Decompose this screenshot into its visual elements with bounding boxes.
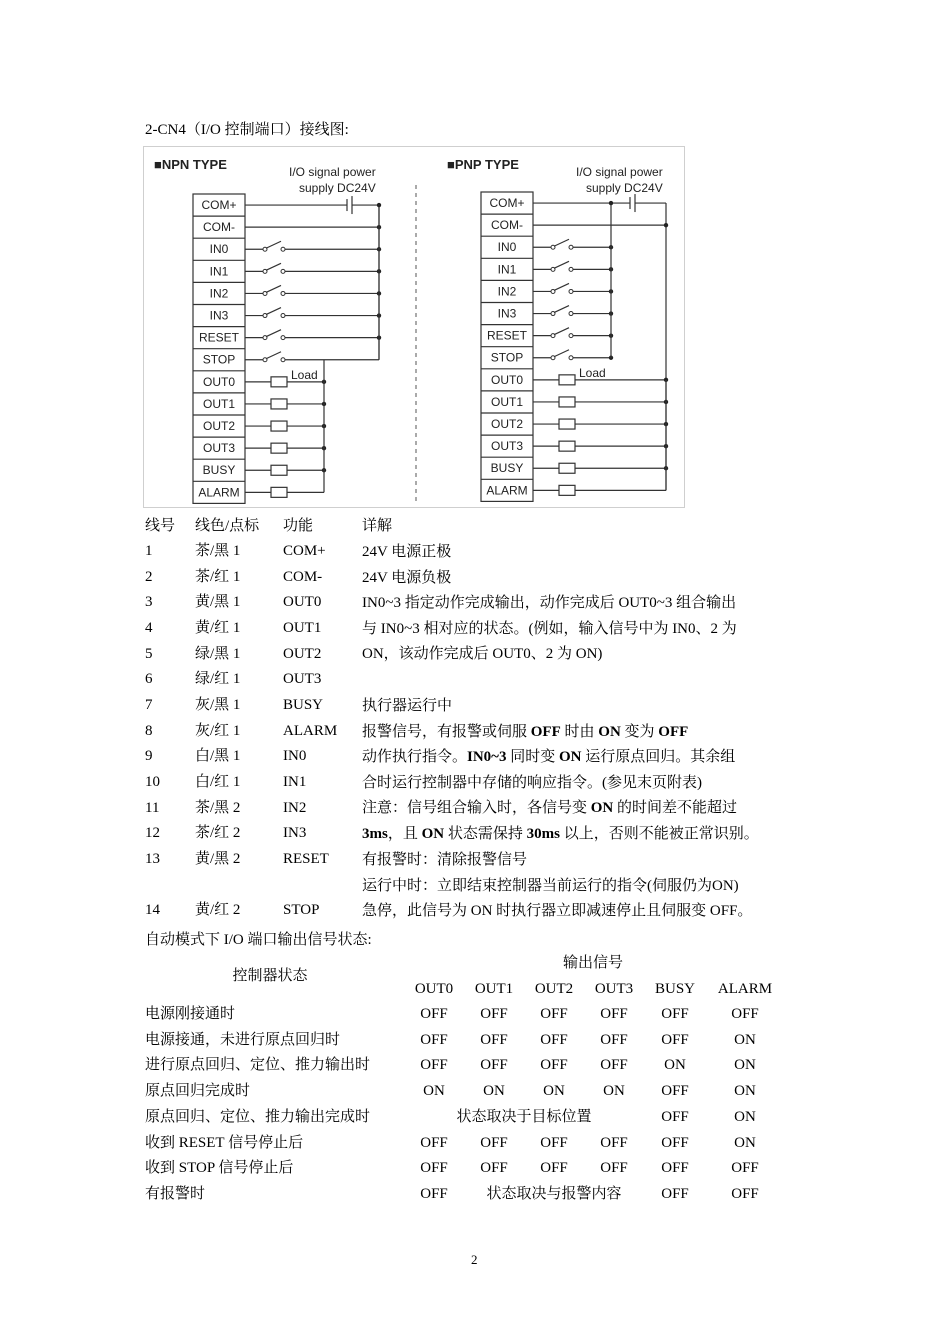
wire-color: 茶/黑 2 [195,800,241,816]
switch-lever [554,306,569,313]
pin-label: IN0 [497,240,517,255]
load-label: Load [291,367,318,382]
wire-color: 灰/红 1 [195,723,241,739]
junction-dot [609,201,613,205]
detail-reset-line1: 有报警时：清除报警信号 [362,852,528,868]
state-value: OFF [661,1134,689,1151]
wire-no: 10 [145,774,160,790]
switch-contact [281,291,285,295]
state-label: 电源接通，未进行原点回归时 [145,1031,341,1048]
wire-function: OUT0 [283,594,322,610]
pin-label: COM- [203,220,235,235]
output-header: 输出信号 [562,955,624,971]
column-header: OUT2 [534,981,574,997]
switch-contact [281,358,285,362]
state-label: 原点回归完成时 [145,1083,251,1100]
wiring-diagram [143,146,685,508]
state-value: OFF [420,1134,448,1151]
wire-function: OUT3 [283,671,322,687]
wire-color: 茶/黑 1 [195,543,241,559]
detail-out [362,591,802,668]
switch-lever [266,308,281,315]
pin-label: STOP [202,352,236,367]
wire-no: 1 [145,543,153,559]
load-box [559,463,575,473]
pin-label: OUT0 [202,374,236,389]
detail-com-minus: 24V 电源负极 [362,570,452,586]
switch-lever [266,352,281,359]
load-box [271,443,287,453]
wire-function: COM+ [283,543,326,559]
state-value: OFF [731,1160,759,1177]
state-value: ON [734,1083,756,1100]
wire-no: 11 [145,800,160,816]
wire-no: 5 [145,646,153,662]
pin-label: BUSY [490,461,524,476]
detail-reset-line2: 运行中时：立即结束控制器当前运行的指令(伺服仍为ON) [362,877,739,894]
power-label: I/O signal power [576,165,663,179]
detail-in [362,745,802,847]
switch-contact [569,356,573,360]
wire-function: IN1 [283,774,307,790]
state-value: OFF [731,1185,759,1202]
wire-color: 白/黑 1 [195,748,241,764]
detail-in-line1: 动作执行指令。IN0~3 同时变 ON 运行原点回归。其余组 [362,749,736,765]
state-value: OFF [480,1031,508,1048]
switch-contact [281,247,285,251]
state-value: OFF [600,1057,628,1074]
state-value: OFF [661,1006,689,1022]
load-box [559,419,575,429]
switch-contact [281,314,285,318]
load-box [271,399,287,409]
wire-no: 7 [145,697,153,713]
wire-color: 茶/红 2 [195,825,241,841]
detail-in-line3: 注意：信号组合输入时，各信号变 ON 的时间差不能超过 [362,800,738,816]
state-value: ON [483,1083,505,1100]
junction-dot [664,223,668,227]
pin-label: COM+ [489,196,525,210]
pnp-title: ■PNP TYPE [447,157,519,172]
pin-label: IN2 [497,284,517,299]
wire-no: 13 [145,851,160,867]
wire-no: 3 [145,594,153,610]
switch-contact [569,267,573,271]
detail-com-plus: 24V 电源正极 [362,544,452,560]
wire-no: 12 [145,825,160,841]
header-detail: 详解 [362,518,393,534]
pin-label: OUT1 [202,396,236,411]
state-value: ON [734,1134,756,1151]
state-value: OFF [480,1160,508,1177]
wire-function: BUSY [283,697,324,713]
load-box [271,377,287,387]
power-label: I/O signal power [289,165,376,179]
wire-function: IN2 [283,800,307,816]
load-box [559,485,575,495]
column-header: OUT0 [414,981,454,997]
power-label: supply DC24V [299,181,376,195]
switch-contact [281,269,285,273]
switch-lever [554,239,569,246]
detail-out-line1: IN0~3 指定动作完成输出，动作完成后 OUT0~3 组合输出 [362,595,737,611]
wire-no: 2 [145,569,153,585]
wire-color: 黄/黑 1 [195,594,241,610]
column-header: OUT1 [474,981,514,997]
state-value: OFF [480,1006,508,1022]
state-value: ON [734,1108,756,1125]
pin-label: OUT3 [490,439,524,454]
pin-label: IN1 [497,262,517,277]
wire-color: 绿/黑 1 [195,646,241,662]
switch-contact [569,289,573,293]
state-value: OFF [600,1031,628,1048]
switch-lever [266,263,281,270]
detail-alarm: 报警信号，有报警或伺服 OFF 时由 ON 变为 OFF [362,724,689,740]
load-box [271,487,287,497]
switch-contact [281,336,285,340]
pin-label: IN3 [497,306,517,321]
pin-label: STOP [490,350,524,365]
state-value: OFF [540,1006,568,1022]
pin-label: RESET [198,330,240,345]
load-box [271,465,287,475]
state-value: OFF [420,1160,448,1177]
detail-stop: 急停，此信号为 ON 时执行器立即减速停止且伺服变 OFF。 [362,903,753,919]
pin-label: IN0 [209,242,229,257]
npn-title: ■NPN TYPE [154,157,227,172]
state-value: OFF [661,1083,689,1100]
state-value: OFF [540,1057,568,1074]
switch-lever [266,330,281,337]
wire-color: 绿/红 1 [195,671,241,687]
load-label: Load [579,365,606,380]
switch-contact [569,245,573,249]
state-value: OFF [600,1006,628,1022]
pin-label: COM- [491,218,523,233]
switch-lever [554,261,569,268]
document-title: 2-CN4（I/O 控制端口）接线图: [145,122,349,138]
wire-color: 茶/红 1 [195,569,241,585]
pin-label: IN1 [209,264,229,279]
state-value: OFF [420,1031,448,1048]
state-label: 电源刚接通时 [145,1006,236,1022]
auto-mode-title: 自动模式下 I/O 端口输出信号状态: [145,932,372,948]
state-label: 进行原点回归、定位、推力输出时 [145,1057,371,1074]
detail-out-line2: 与 IN0~3 相对应的状态。(例如，输入信号中为 IN0、2 为 [362,620,737,637]
detail-busy: 执行器运行中 [362,698,453,714]
wire-function: STOP [283,902,320,918]
junction-dot [377,203,381,207]
load-box [559,375,575,385]
wire-no: 6 [145,671,153,687]
wire-function: COM- [283,569,323,585]
switch-lever [554,328,569,335]
state-value: OFF [480,1134,508,1151]
state-label: 收到 STOP 信号停止后 [145,1160,294,1177]
pin-label: OUT2 [202,419,236,433]
state-label: 有报警时 [145,1185,206,1202]
pin-label: OUT2 [490,417,524,431]
pin-label: COM+ [201,198,237,212]
state-value-merged: 状态取决与报警内容 [486,1185,622,1202]
wire-no: 8 [145,723,153,739]
switch-lever [266,241,281,248]
wire-function: IN0 [283,748,307,764]
switch-contact [569,312,573,316]
pin-label: BUSY [202,463,236,478]
wire-function: OUT2 [283,646,322,662]
state-value: OFF [661,1160,689,1177]
wire-function: RESET [283,851,329,867]
pin-label: IN2 [209,286,229,301]
page-number: 2 [471,1252,478,1267]
load-box [559,397,575,407]
detail-reset [362,848,802,899]
state-value: OFF [420,1006,448,1022]
switch-lever [554,350,569,357]
wire-function: IN3 [283,825,307,841]
state-value: ON [543,1083,565,1100]
state-value: OFF [600,1134,628,1151]
pin-label: OUT0 [490,372,524,387]
state-value: OFF [540,1160,568,1177]
pin-label: RESET [486,328,528,343]
state-value: OFF [661,1108,689,1125]
column-header: ALARM [717,981,773,997]
state-value: OFF [480,1057,508,1074]
header-function: 功能 [283,518,314,534]
state-header: 控制器状态 [232,968,308,984]
wire-no: 9 [145,748,153,764]
pin-label: IN3 [209,308,229,323]
load-box [559,441,575,451]
wire-function: OUT1 [283,620,322,636]
state-value: OFF [540,1031,568,1048]
switch-lever [554,283,569,290]
state-value: ON [664,1057,686,1074]
wire-color: 黄/黑 2 [195,851,241,867]
load-box [271,421,287,431]
detail-out-line3: ON，该动作完成后 OUT0、2 为 ON) [362,646,603,662]
state-value: ON [423,1083,445,1100]
pin-label: ALARM [198,485,240,500]
state-label: 原点回归、定位、推力输出完成时 [145,1108,371,1125]
detail-in-line4: 3ms，且 ON 状态需保持 30ms 以上，否则不能被正常识别。 [362,825,759,842]
state-value: OFF [540,1134,568,1151]
wire-no: 14 [145,902,160,918]
state-value: OFF [661,1031,689,1048]
wire-color: 灰/黑 1 [195,697,241,713]
state-value: OFF [731,1006,759,1022]
state-value: OFF [600,1160,628,1177]
state-value: OFF [420,1057,448,1074]
switch-lever [266,285,281,292]
pin-label: OUT1 [490,394,524,409]
column-header: OUT3 [594,981,634,997]
state-value-merged: 状态取决于目标位置 [456,1108,592,1125]
power-label: supply DC24V [586,181,663,195]
header-wire-no: 线号 [145,518,176,534]
pin-label: ALARM [486,483,528,498]
wire-color: 黄/红 2 [195,902,241,918]
state-label: 收到 RESET 信号停止后 [145,1134,304,1151]
wire-color: 黄/红 1 [195,620,241,636]
state-value: OFF [661,1185,689,1202]
state-value: ON [734,1031,756,1048]
state-value: OFF [420,1185,448,1202]
switch-contact [569,334,573,338]
state-value: ON [734,1057,756,1074]
state-value: ON [603,1083,625,1100]
wire-no: 4 [145,620,153,636]
column-header: BUSY [654,981,696,997]
header-wire-color: 线色/点标 [195,518,260,534]
detail-in-line2: 合时运行控制器中存储的响应指令。(参见末页附表) [362,774,702,791]
pin-label: OUT3 [202,441,236,456]
wire-color: 白/红 1 [195,774,241,790]
wire-function: ALARM [283,723,338,739]
